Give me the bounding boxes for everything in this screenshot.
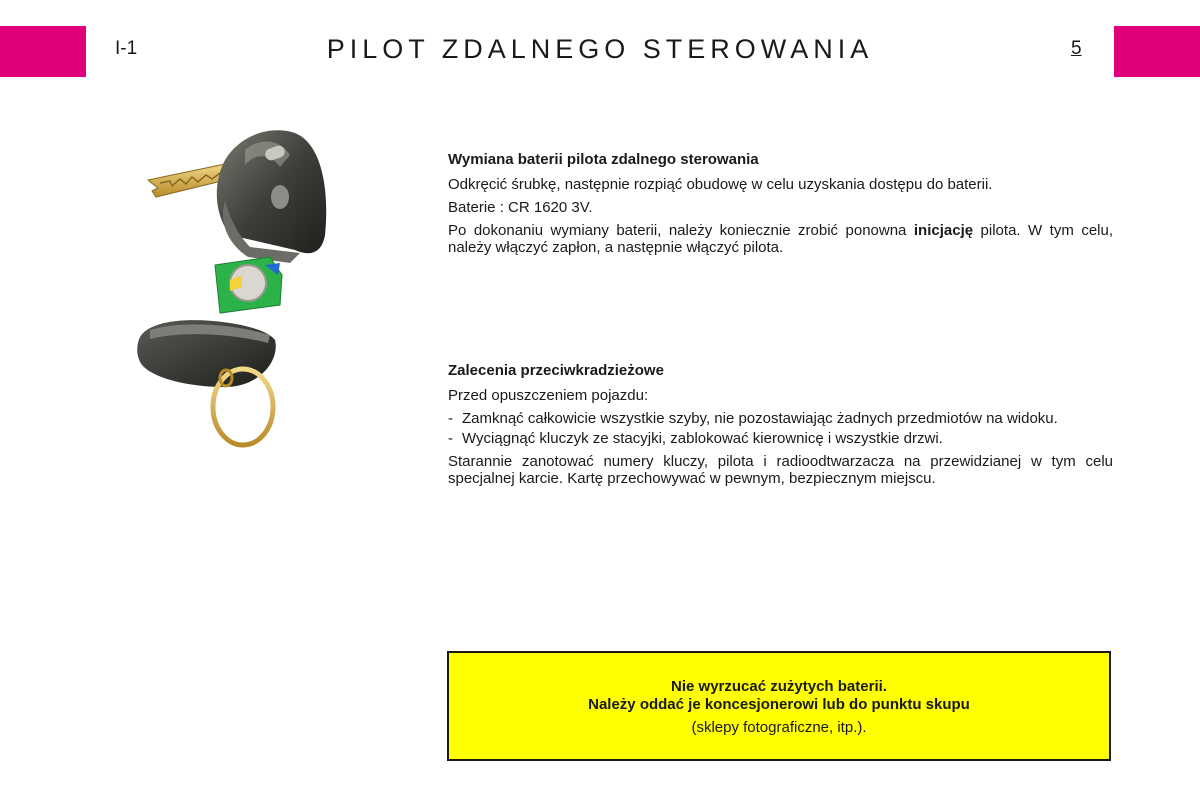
remote-key-icon xyxy=(130,125,360,455)
notice-line-2: Należy oddać je koncesjonerowi lub do punktu skupu xyxy=(588,696,970,713)
antitheft-heading: Zalecenia przeciwkradzieżowe xyxy=(448,362,664,379)
notice-line-3: (sklepy fotograficzne, itp.). xyxy=(691,719,867,736)
right-accent-tab xyxy=(1114,26,1200,77)
antitheft-closing: Starannie zanotować numery kluczy, pilota i radioodtwarzacza na przewidzianej w tym celu specjalnej karcie. Kartę przechowywać w pewnym, bezpiecznym miejscu. xyxy=(448,453,1113,487)
antitheft-list xyxy=(448,410,1113,447)
paragraph-emphasis: inicjację xyxy=(913,222,974,239)
page-title: PILOT ZDALNEGO STEROWANIA xyxy=(326,34,874,64)
page-number: 5 xyxy=(1071,38,1082,59)
battery-heading: Wymiana baterii pilota zdalnego sterowania xyxy=(448,151,759,168)
antitheft-intro: Przed opuszczeniem pojazdu: xyxy=(448,387,649,404)
list-item: - Wyciągnąć kluczyk ze stacyjki, zablokować kierownicę i wszystkie drzwi. xyxy=(448,430,1113,447)
list-item: - Zamknąć całkowicie wszystkie szyby, nie pozostawiając żadnych przedmiotów na widoku. xyxy=(448,410,1113,427)
notice-line-1: Nie wyrzucać zużytych baterii. xyxy=(671,678,887,695)
paragraph-text: Po dokonaniu wymiany baterii, należy koniecznie zrobić ponowna xyxy=(448,222,914,239)
antitheft-section xyxy=(448,362,1113,493)
battery-disposal-notice xyxy=(447,651,1111,761)
section-code: I-1 xyxy=(115,38,138,59)
battery-paragraph-3 xyxy=(448,222,1113,256)
battery-section xyxy=(448,151,1113,262)
battery-paragraph-1: Odkręcić śrubkę, następnie rozpiąć obudowę w celu uzyskania dostępu do baterii. xyxy=(448,176,993,193)
left-accent-tab xyxy=(0,26,86,77)
paragraph-text: pilota. W tym celu, należy włączyć zapłon, a następnie włączyć pilota. xyxy=(448,222,1114,256)
battery-paragraph-2: Baterie : CR 1620 3V. xyxy=(448,199,593,216)
